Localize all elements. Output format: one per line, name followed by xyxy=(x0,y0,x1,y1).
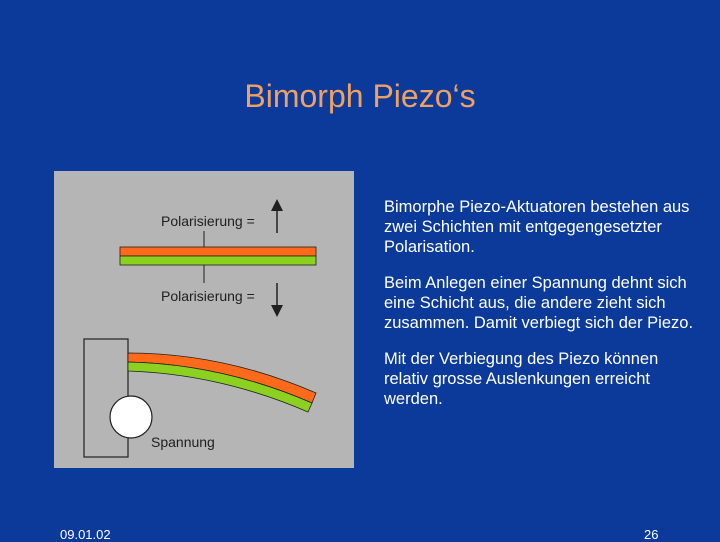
page-number: 26 xyxy=(644,527,659,542)
voltage-label: Spannung xyxy=(151,434,215,450)
slide-title: Bimorph Piezo‘s xyxy=(244,78,476,114)
explanation-text xyxy=(384,197,694,425)
bimorph-diagram xyxy=(54,171,354,468)
polarization-label-bottom: Polarisierung = xyxy=(161,288,255,304)
voltage-source-icon xyxy=(110,396,152,438)
bimorph-diagram-svg xyxy=(54,171,354,468)
flat-layer-bottom xyxy=(120,256,316,265)
arrow-down-icon xyxy=(271,283,283,317)
polarization-label-top: Polarisierung = xyxy=(161,213,255,229)
paragraph-3: Mit der Verbiegung des Piezo können relativ grosse Auslenkungen erreicht werden. xyxy=(384,350,659,408)
paragraph-1: Bimorphe Piezo-Aktuatoren bestehen aus zwei Schichten mit entgegengesetzter Polarisation. xyxy=(384,198,690,256)
paragraph-2: Beim Anlegen einer Spannung dehnt sich eine Schicht aus, die andere zieht sich zusammen. Damit verbiegt sich der Piezo. xyxy=(384,274,694,332)
flat-layer-top xyxy=(120,247,316,256)
footer-date: 09.01.02 xyxy=(60,527,111,542)
arrow-up-icon xyxy=(271,199,283,233)
